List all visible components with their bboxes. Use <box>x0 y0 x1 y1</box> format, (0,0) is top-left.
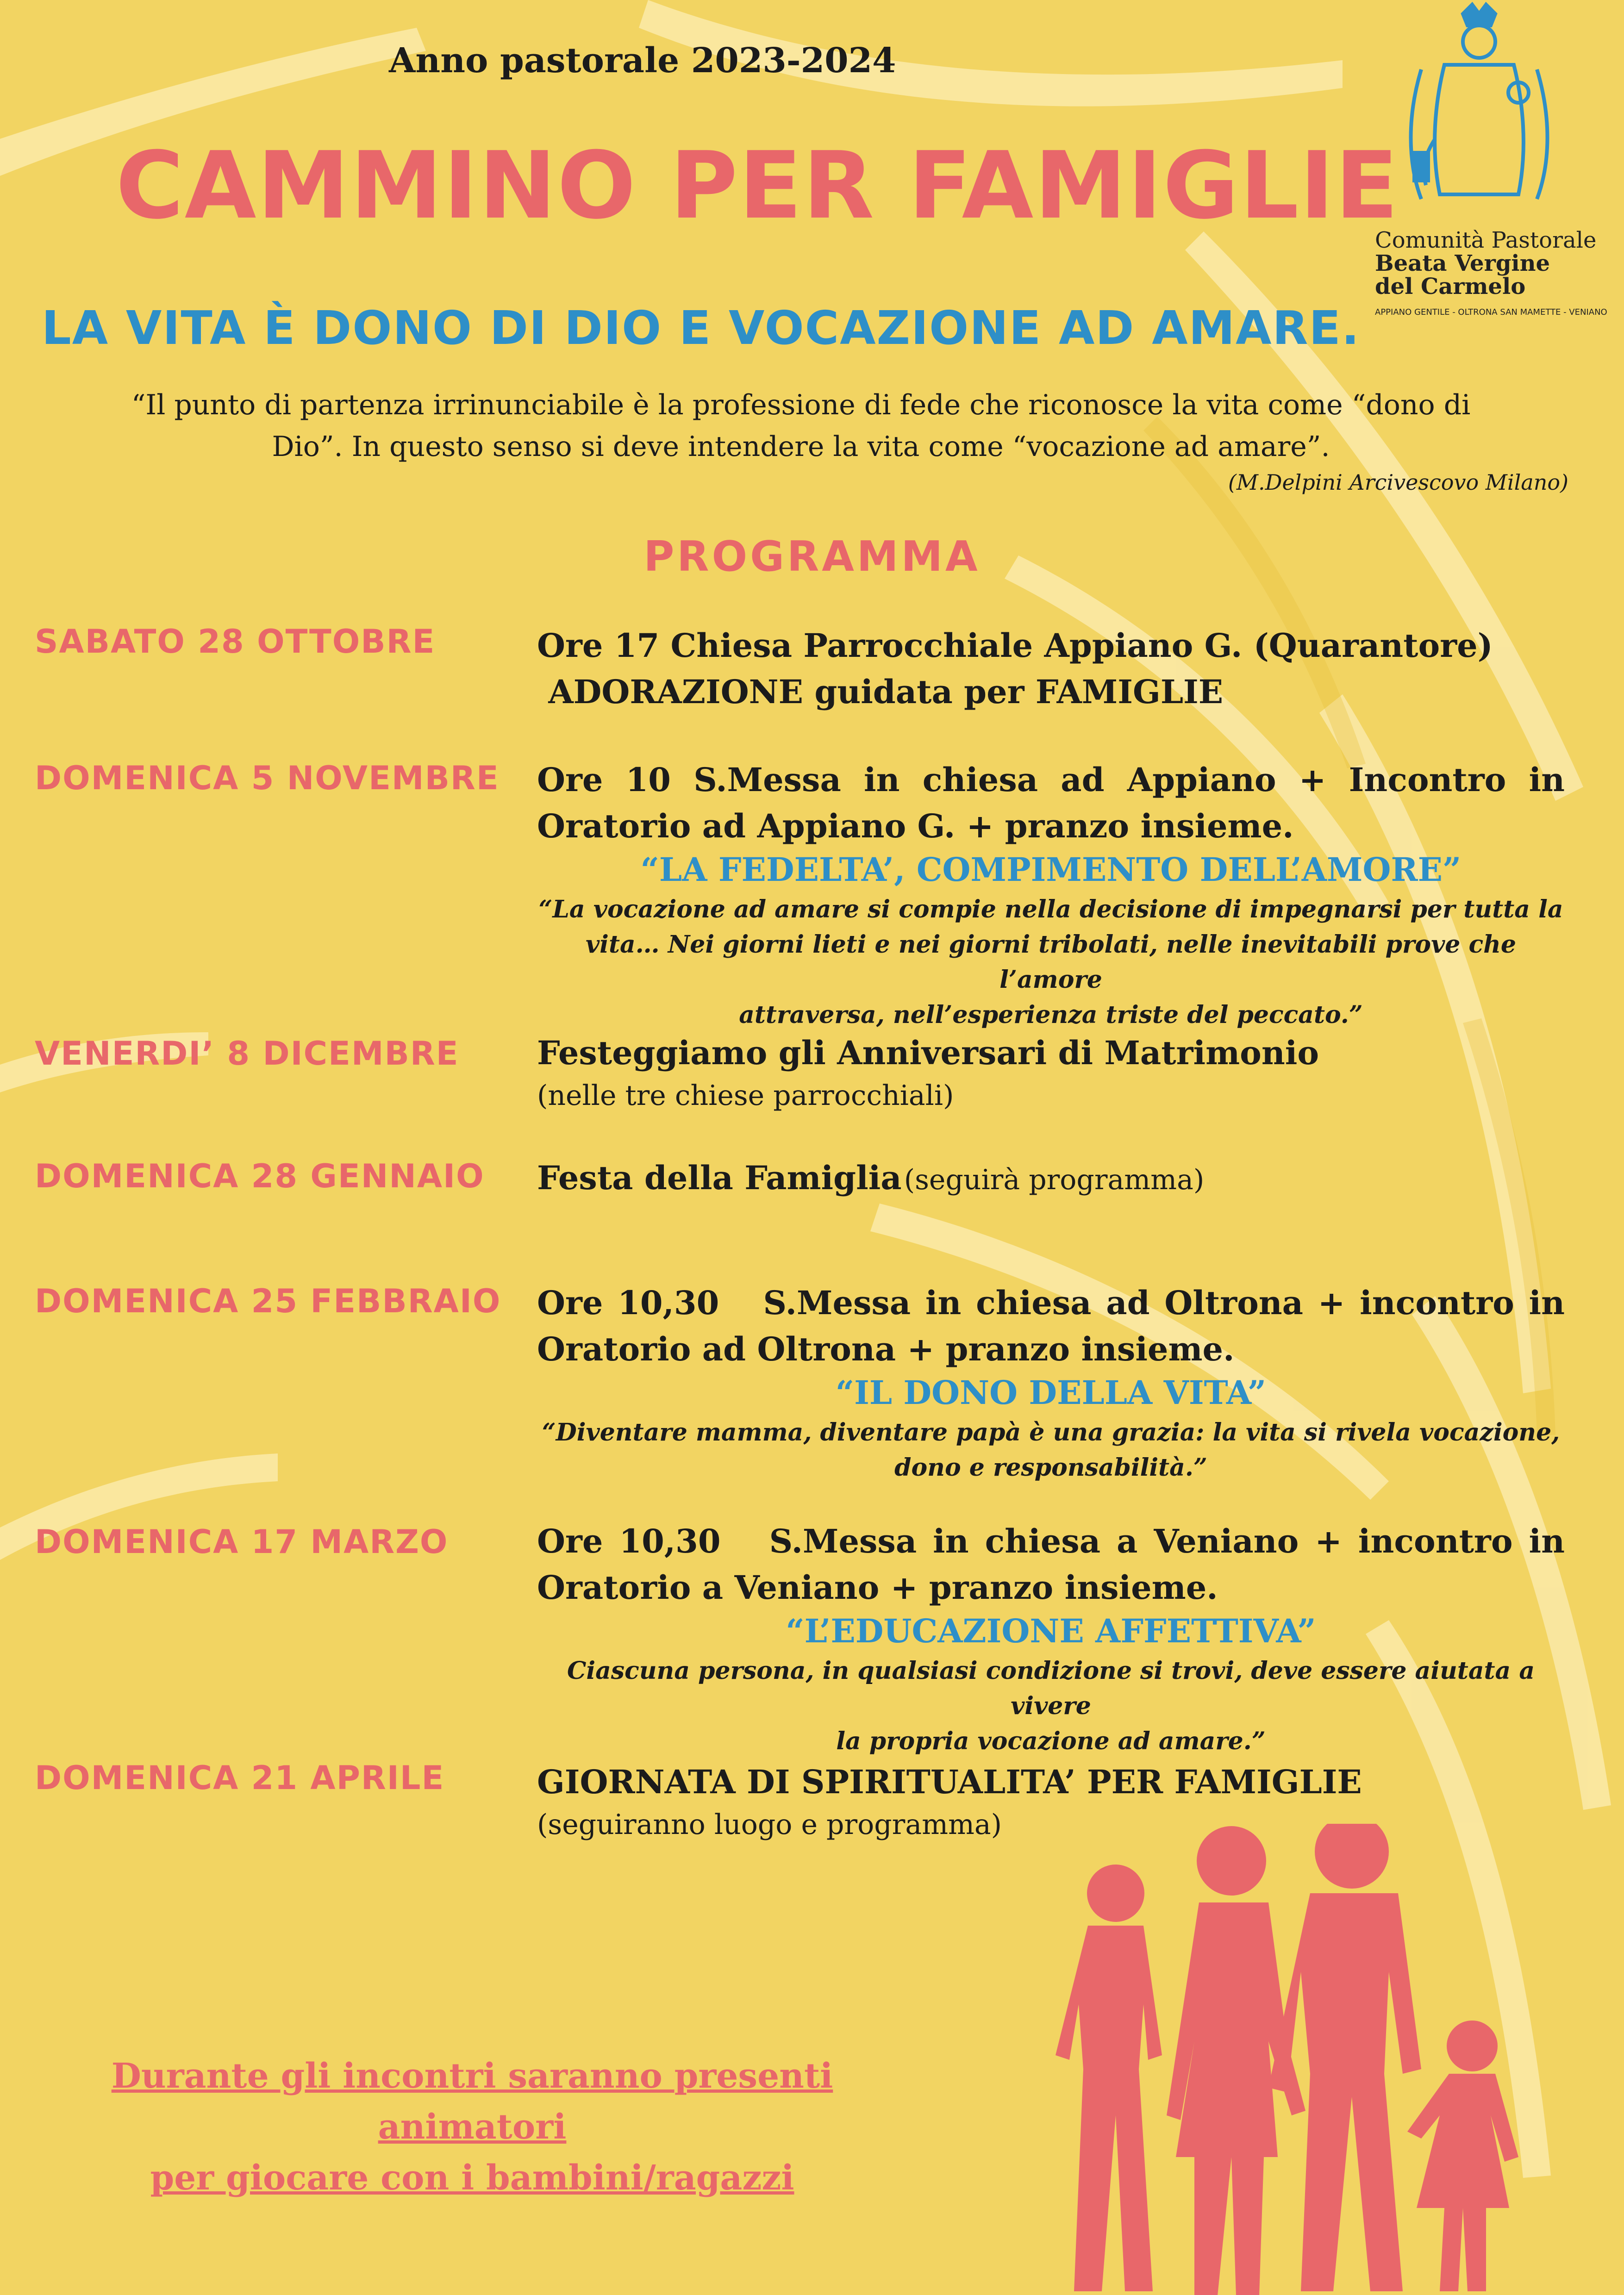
event-date: VENERDI’ 8 DICEMBRE <box>35 1035 459 1073</box>
family-silhouette-icon <box>1037 1824 1528 2295</box>
event-details <box>537 757 1565 1033</box>
logo-line1: Comunità Pastorale <box>1375 227 1597 253</box>
event-note: (seguirà programma) <box>904 1164 1205 1196</box>
event-line: ADORAZIONE guidata per FAMIGLIE <box>537 673 1224 711</box>
pastoral-year: Anno pastorale 2023-2024 <box>389 41 896 81</box>
quote-line: Dio”. In questo senso si deve intendere la vita come “vocazione ad amare”. <box>272 430 1330 463</box>
event-desc: attraversa, nell’esperienza triste del peccato.” <box>739 1001 1363 1029</box>
event-line: Festeggiamo gli Anniversari di Matrimonio <box>537 1034 1319 1072</box>
footer-line: per giocare con i bambini/ragazzi <box>150 2158 794 2198</box>
event-details <box>537 1280 1565 1485</box>
event-note: (nelle tre chiese parrocchiali) <box>537 1079 954 1112</box>
event-date: SABATO 28 OTTOBRE <box>35 623 436 661</box>
event-line: Oratorio a Veniano + pranzo insieme. <box>537 1568 1218 1607</box>
page-title: CAMMINO PER FAMIGLIE <box>116 132 1399 240</box>
logo-line4: APPIANO GENTILE - OLTRONA SAN MAMETTE - VENIANO <box>1375 307 1607 317</box>
page-subtitle: LA VITA È DONO DI DIO E VOCAZIONE AD AMARE. <box>42 301 1360 355</box>
quote <box>37 384 1565 468</box>
event-line: GIORNATA DI SPIRITUALITA’ PER FAMIGLIE <box>537 1763 1362 1801</box>
event-details <box>537 1518 1565 1759</box>
program-heading: PROGRAMMA <box>643 532 981 581</box>
parish-logo <box>1370 0 1611 333</box>
event-date: DOMENICA 25 FEBBRAIO <box>35 1282 501 1320</box>
event-theme: “LA FEDELTA’, COMPIMENTO DELL’AMORE” <box>640 850 1462 889</box>
logo-line2: Beata Vergine <box>1375 250 1550 276</box>
footer-line: Durante gli incontri saranno presenti animatori <box>111 2056 833 2147</box>
logo-line3: del Carmelo <box>1375 274 1526 299</box>
event-desc: vita… Nei giorni lieti e nei giorni tribolati, nelle inevitabili prove che l’amore <box>585 930 1517 994</box>
event-note: (seguiranno luogo e programma) <box>537 1809 1002 1841</box>
event-line: Oratorio ad Appiano G. + pranzo insieme. <box>537 807 1294 845</box>
event-details <box>537 1155 1565 1201</box>
event-theme: “IL DONO DELLA VITA” <box>835 1373 1267 1412</box>
event-date: DOMENICA 28 GENNAIO <box>35 1157 485 1195</box>
event-line: Ore 10 S.Messa in chiesa ad Appiano + Incontro in <box>537 761 1565 799</box>
event-details <box>537 623 1565 715</box>
event-date: DOMENICA 21 APRILE <box>35 1759 445 1797</box>
event-line: Ore 10,30 S.Messa in chiesa ad Oltrona + incontro in <box>537 1284 1565 1322</box>
event-line: Oratorio ad Oltrona + pranzo insieme. <box>537 1330 1235 1368</box>
event-line: Festa della Famiglia <box>537 1159 902 1197</box>
event-desc: dono e responsabilità.” <box>894 1453 1207 1482</box>
event-desc: la propria vocazione ad amare.” <box>836 1727 1266 1755</box>
event-line: Ore 17 Chiesa Parrocchiale Appiano G. (Quarantore) <box>537 626 1493 665</box>
event-line: Ore 10,30 S.Messa in chiesa a Veniano + incontro in <box>537 1522 1565 1560</box>
event-desc: Ciascuna persona, in qualsiasi condizione si trovi, deve essere aiutata a vivere <box>567 1657 1535 1720</box>
event-date: DOMENICA 17 MARZO <box>35 1523 449 1561</box>
event-desc: “La vocazione ad amare si compie nella decisione di impegnarsi per tutta la <box>538 895 1563 923</box>
event-desc: “Diventare mamma, diventare papà è una grazia: la vita si rivela vocazione, <box>542 1418 1560 1447</box>
footer-note <box>28 2051 917 2203</box>
quote-line: “Il punto di partenza irrinunciabile è la professione di fede che riconosce la vita come “dono di <box>131 389 1471 421</box>
event-date: DOMENICA 5 NOVEMBRE <box>35 759 500 797</box>
event-details <box>537 1030 1565 1115</box>
madonna-icon <box>1411 5 1548 199</box>
event-theme: “L’EDUCAZIONE AFFETTIVA” <box>786 1612 1316 1650</box>
quote-author: (M.Delpini Arcivescovo Milano) <box>1228 470 1568 495</box>
